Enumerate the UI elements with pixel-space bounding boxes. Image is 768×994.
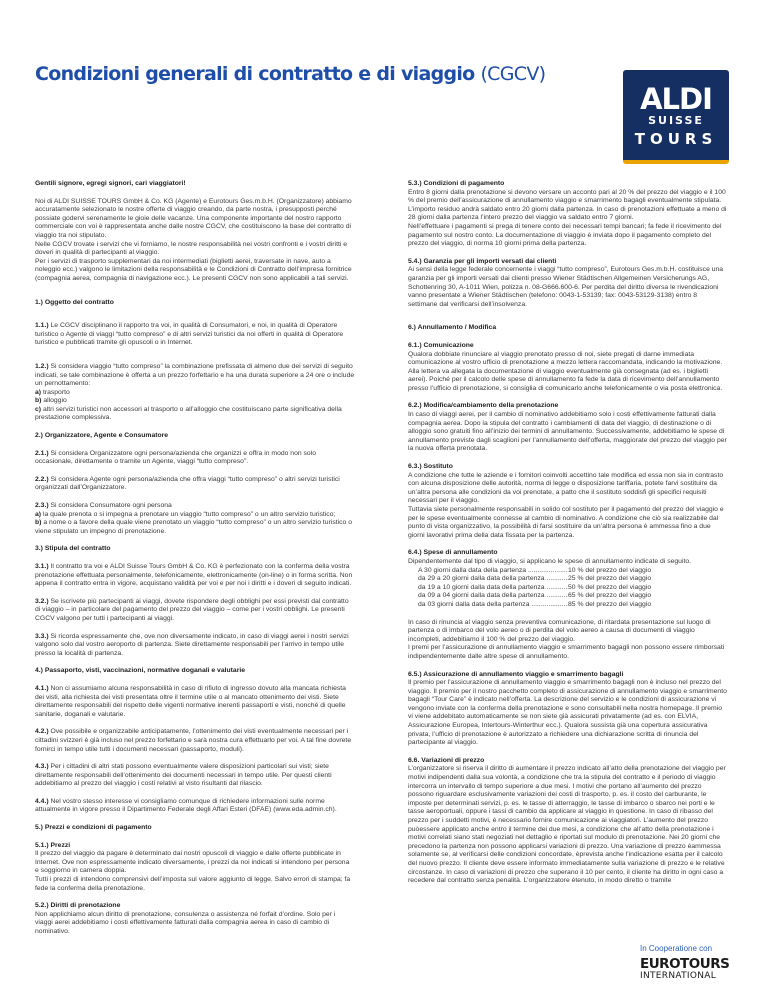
clause-text: Nell’effettuare i pagamenti si prega di tenere conto dei necessari tempi bancari; fa fede il ricevimento del pagamento sul nostro conto. La documentazione di viaggio è inviata dopo il pagamento completo del prezzo del viaggio, di norma 10 giorni prima della partenza. xyxy=(408,222,722,248)
list-text: la quale prenota o si impegna a prenotare un viaggio “tutto compreso” o un altro servizio turistico; xyxy=(42,510,336,518)
clause xyxy=(35,763,355,789)
intro-paragraph: Nelle CGCV trovate i servizi che vi forniamo, le nostre responsabilità nei vostri confronti e i vostri diritti e doveri in qualità di partecipanti al viaggio. xyxy=(35,240,348,257)
logo-aldi: ALDI xyxy=(640,82,712,116)
clause xyxy=(35,502,355,511)
cancellation-period: da 09 a 04 giorni dalla data della partenza ..... xyxy=(418,592,568,601)
clause-number: 4.4.) xyxy=(35,797,49,805)
clause-text: Entro 8 giorni dalla prenotazione si devono versare un acconto pari al 20 % del prezzo del viaggio e il 100 % del premio dell’assicurazione di annullamento viaggio e smarrimento bagagli eventualmente stipulata. L’importo residuo andrà saldato entro 20 giorni dalla partenza. In caso di prenotazioni effettuate a meno di 28 giorni dalla partenza l’intero prezzo del viaggio va saldato entro 7 giorni. xyxy=(408,188,727,222)
title-code: (CGCV) xyxy=(480,63,546,85)
clause xyxy=(35,322,355,348)
cancellation-period: da 03 giorni dalla data della partenza ..... xyxy=(418,601,568,610)
clause-number: 4.2.) xyxy=(35,728,49,736)
clause-text: Si considera Organizzatore ogni persona/azienda che organizzi e offra in modo non solo occasionale, direttamente o tramite un Agente, viaggi “tutto compreso”. xyxy=(35,449,316,466)
subsection-heading: 6.5.) Assicurazione di annullamento viaggio e smarrimento bagagli xyxy=(408,670,624,678)
clause-text: L’organizzatore si riserva il diritto di aumentare il prezzo indicato all’atto della prenotazione del viaggio per motivi indipendenti dalla sua volontà, a condizione che tra la stipula del contratto e il periodo di viaggio intercorra un intervallo di tempo superiore a due mesi. I motivi che portano all’aumento del prezzo possono riguardare esclusivamente variazioni dei costi di trasporto, p. es. il costo del carburante, le imposte per determinati servizi, p. es. le tasse di atterraggio, le tasse di imbarco o sbarco nei porti e le tasse aeroportuali, oppure i tassi di cambio da applicare al viaggio in questione. In caso di ribasso del prezzo per i suddetti motivi, è necessario fornire comunicazione ai viaggiatori. L’aumento del prezzo puòessere applicato anche entro il termine dei due mesi, a condizione che all’atto della prenotazione i motivi correlati siano stati negoziati nel dettaglio e riportati sul modulo di prenotazione. Nei 20 giorni che precedono la partenza non possono applicarsi variazioni di prezzo. Una variazione di prezzo èammessa solamente se, al verificarsi delle condizioni concordate, èprevista anche l’indicazione esatta per il calcolo del nuovo prezzo. Il cliente deve essere informato immediatamente sulla variazione di prezzo e le relative circostanze. In caso di variazioni di prezzo che superano il 10 per cento, il cliente ha diritto in ogni caso a recedere dal contratto senza penalità. L’organizzatore ètenuto, in modo diretto o tramite xyxy=(408,765,726,885)
section-heading: 6.) Annullamento / Modifica xyxy=(408,324,497,332)
eurotours-logo: EUROTOURS xyxy=(640,956,730,972)
clause-text: Il prezzo del viaggio da pagare è determinato dai nostri opuscoli di viaggio e dalle offerte pubblicate in Internet. Ove non espressamente indicato diversamente, i prezzi da noi indicati si intendono per persona e soggiorno in camera doppia. xyxy=(35,850,350,875)
clause xyxy=(35,685,355,719)
list-key: b) xyxy=(35,519,42,527)
cancellation-fee: 85 % del prezzo del viaggio xyxy=(568,600,652,608)
logo-tours: TOURS xyxy=(634,130,718,148)
clause-number: 2.1.) xyxy=(35,449,49,457)
list-item xyxy=(35,519,355,536)
section-heading: 2.) Organizzatore, Agente e Consumatore xyxy=(35,432,169,440)
list-key: b) xyxy=(35,397,42,405)
list-item xyxy=(35,511,355,520)
cancellation-fee-row xyxy=(408,601,728,610)
clause-number: 1.1.) xyxy=(35,322,49,330)
cancellation-fee: 10 % del prezzo del viaggio xyxy=(568,566,652,574)
cancellation-fee-row xyxy=(408,592,728,601)
clause-text: Si ricorda espressamente che, ove non diversamente indicato, in caso di viaggi aerei i nostri servizi valgono solo dal vostro aeroporto di partenza. Siete direttamente responsabili per l’arrivo in tempo utile presso la località di partenza. xyxy=(35,632,349,657)
eurotours-logo-subtitle: INTERNATIONAL xyxy=(640,971,717,981)
clause xyxy=(35,363,355,389)
clause xyxy=(35,476,355,493)
clause-text: Si considera Consumatore ogni persona xyxy=(50,502,172,510)
list-key: a) xyxy=(35,388,42,396)
clause-text: Non ci assumiamo alcuna responsabilità in caso di rifiuto di ingresso dovuto alla mancata richiesta dei visti, alla richiesta dei visti presentata oltre il termine utile o al mancato ottenimento dei visti. Siete direttamente responsabili del rispetto delle vigenti normative inerenti passaporti e visti, nonché di quelle sanitarie, doganali e valutarie. xyxy=(35,684,346,718)
clause-text: Le CGCV disciplinano il rapporto tra voi, in qualità di Consumatori, e noi, in qualità di Operatore turistico o Agente di viaggi “tutto compreso” e di altri servizi turistici da noi offerti in qualità di Operatore turistico e pubblicati tramite gli opuscoli o in Internet. xyxy=(35,322,344,347)
clause-text: Qualora dobbiate rinunciare al viaggio prenotato presso di noi, siete pregati di darne immediata comunicazione al vostro ufficio di prenotazione a mezzo lettera raccomandata, indicando la motivazione. Alla lettera va allegata la documentazione di viaggio eventualmente già consegnata (ad es. i biglietti aerei). Poiché per il calcolo delle spese di annullamento fa fede la data di ricevimento dell’annullamento presso l’ufficio di prenotazione, si consiglia di comunicarlo anche telefonicamente o via posta elettronica. xyxy=(408,350,723,392)
section-heading: 4.) Passaporto, visti, vaccinazioni, normative doganali e valutarie xyxy=(35,667,246,675)
clause-number: 3.1.) xyxy=(35,563,49,570)
list-item xyxy=(35,397,355,406)
clause-number: 1.2.) xyxy=(35,362,49,370)
title-text: Condizioni generali di contratto e di viaggio xyxy=(35,63,475,85)
clause xyxy=(35,728,355,754)
cooperation-label: In Cooperatione con xyxy=(640,944,713,953)
cancellation-period: da 29 a 20 giorni dalla data della partenza ..... xyxy=(418,575,568,584)
cancellation-fee: 25 % del prezzo del viaggio xyxy=(568,575,652,583)
list-text: a nome o a favore della quale viene prenotato un viaggio “tutto compreso” o un altro servizio turistico o viene stipulato un impegno di prenotazione. xyxy=(35,519,352,535)
subsection-heading: 5.2.) Diritti di prenotazione xyxy=(35,902,121,910)
clause-text: Dipendentemente dal tipo di viaggio, si applicano le spese di annullamento indicate di seguito. xyxy=(408,557,692,565)
clause-text: A condizione che tutte le aziende e i fornitori coinvolti accettino tale modifica ed essa non sia in contrasto con alcuna disposizione delle autorità, norma di legge o disposizione tariffaria, potete farvi sostituire da un’altra persona alle condizioni da voi prenotate, a patto che il sostituto soddisfi gli specifici requisiti necessari per il viaggio. xyxy=(408,471,724,505)
page-title xyxy=(35,63,545,85)
subsection-heading: 6.1.) Comunicazione xyxy=(408,341,474,349)
intro-paragraph: Noi di ALDI SUISSE TOURS GmbH & Co. KG (Agente) e Eurotours Ges.m.b.H. (Organizzatore) abbiamo accuratamente selezionato le nostre offerte di viaggio creando, da parte nostra, i presupposti perché possiate godervi serenamente le gioie delle vacanze. Una componente importante del nostro rapporto commerciale con voi è rappresentata anche dalle nostre CGCV, che costituiscono la base del contratto di viaggio tra noi stipulato. xyxy=(35,197,352,239)
clause-number: 3.2.) xyxy=(35,597,49,605)
list-key: a) xyxy=(35,510,42,518)
cancellation-fee-row xyxy=(408,584,728,593)
list-text: trasporto xyxy=(42,388,70,396)
list-text: altri servizi turistici non accessori al trasporto o all’alloggio che costituiscano parte significativa della prestazione complessiva. xyxy=(35,405,342,422)
clause-text: Non applichiamo alcun diritto di prenotazione, consulenza o assistenza né forfait d’ordine. Solo per i viaggi aerei addebitiamo i costi effettivamente fatturati dalla compagnia aerea in caso di cambio di nominativo. xyxy=(35,910,336,935)
clause-text: Si considera Agente ogni persona/azienda che offra viaggi “tutto compreso” o altri servizi turistici organizzati dall’Organizzatore. xyxy=(35,475,340,492)
subsection-heading: 6.4.) Spese di annullamento xyxy=(408,549,498,557)
cancellation-fee: 65 % del prezzo del viaggio xyxy=(568,592,652,600)
subsection-heading: 6.3.) Sostituto xyxy=(408,463,453,471)
cancellation-period: A 30 giorni dalla data della partenza ..... xyxy=(418,567,568,576)
subsection-heading: 6.2.) Modifica/cambiamento della prenotazione xyxy=(408,402,559,410)
clause-text: Il premio per l’assicurazione di annullamento viaggio e smarrimento bagagli non è incluso nel prezzo del viaggio. Il premio per il nostro pacchetto completo di assicurazione di annullamento viaggio e smarrimento bagagli “Tour Care” è indicato nell’offerta. La descrizione del servizio e le condizioni di assicurazione vi vengono inviate con la conferma della prenotazione e sono consultabili nella nostra homepage. Il premio vi viene addebitato automaticamente se non siete già assicurati privatamente (ad es. con ELVIA, Assicurazione Europea, Intertours-Winterthur ecc.). Qualora sussista già una copertura assicurativa privata, l’ufficio di prenotazione è autorizzato a richiedere una dichiarazione scritta di rinuncia del partecipante al viaggio. xyxy=(408,679,727,747)
clause-text: Per i cittadini di altri stati possono eventualmente valere disposizioni particolari sui visti; siete direttamente responsabili dell’ottenimento dei documenti necessari in tempo utile. Per questi clienti addebitiamo al prezzo del viaggio i costi relativi al visto risultanti dal rilascio. xyxy=(35,763,332,788)
section-heading: 3.) Stipula del contratto xyxy=(35,545,111,553)
clause-text: I premi per l’assicurazione di annullamento viaggio e smarrimento bagagli non possono essere rimborsati indipendentemente dalle altre spese di annullamento. xyxy=(408,644,725,660)
left-column xyxy=(35,180,355,937)
list-item xyxy=(35,406,355,423)
subsection-heading: 5.4.) Garanzia per gli importi versati dai clienti xyxy=(408,257,557,265)
clause-text: In caso di viaggi aerei, per il cambio di nominativo addebitiamo solo i costi effettivamente fatturati dalla compagnia aerea. Dopo la stipula del contratto i cambiamenti di data del viaggio, di destinazione o di alloggio sono gratuiti fino all’inizio dei termini di annullamento. Successivamente, addebitiamo le spese di annullamento previste dagli scaglioni per l’annullamento dell’offerta, maggiorate del prezzo del viaggio per la nuova offerta prenotata. xyxy=(408,411,727,453)
clause xyxy=(35,450,355,467)
clause-text: Si considera viaggio “tutto compreso” la combinazione prefissata di almeno due dei servizi di seguito indicati, se tale combinazione è offerta a un prezzo forfettario e ha una durata superiore a 24 ore o include un pernottamento: xyxy=(35,362,355,388)
clause-number: 4.1.) xyxy=(35,684,49,692)
clause-text: Ove possibile e organizzabile anticipatamente, l’ottenimento dei visti eventualmente necessari per i cittadini svizzeri è già incluso nel prezzo forfettario e sarà nostra cura effettuarlo per voi. A tal fine dovrete fornirci in tempo utile tutti i documenti necessari (passaporto, moduli). xyxy=(35,728,352,753)
clause-number: 4.3.) xyxy=(35,763,49,771)
cancellation-fee-row xyxy=(408,567,728,576)
intro-paragraph: Per i servizi di trasporto supplementari da noi intermediati (biglietti aerei, traversate in nave, auto a noleggio ecc.) valgono le limitazioni della responsabilità e le Condizioni di Contratto dell’impresa fornitrice (compagnia aerea, compagnia di navigazione ecc.). Le presenti CGCV non sono applicabili a tali servizi. xyxy=(35,257,352,282)
list-text: alloggio xyxy=(43,397,67,405)
clause-text: Se iscrivete più partecipanti ai viaggi, dovete rispondere degli obblighi per essi previsti dal contratto di viaggio – in particolare del pagamento del prezzo del viaggio – come per i vostri obblighi. Le presenti CGCV valgono per tutti i partecipanti ai viaggi. xyxy=(35,597,349,622)
list-key: c) xyxy=(35,405,42,413)
clause-text: Il contratto tra voi e ALDI Suisse Tours GmbH & Co. KG è perfezionato con la conferma della vostra prenotazione effettuata personalmente, telefonicamente, elettronicamente (on-line) o in forma scritta. Non appena il contratto entra in vigore, acquistano validità per voi e per noi i diritti e i doveri di seguito indicati. xyxy=(35,563,353,588)
aldi-suisse-tours-logo xyxy=(623,70,729,164)
subsection-heading: 5.1.) Prezzi xyxy=(35,841,71,849)
clause-number: 2.3.) xyxy=(35,502,49,510)
clause-number: 2.2.) xyxy=(35,475,49,483)
clause-text: Ai sensi della legge federale concernente i viaggi “tutto compreso”, Eurotours Ges.m.b.H. costituisce una garanzia per gli importi versati dai clienti presso Wiener Städtischen Allgemeinen Versicherungs AG, Schottenring 30, A-1011 Wien, polizza n. 08-G666.600-6. Per perdita del diritto diversa le rivendicazioni vanno presentate a Wiener Städtischen (telefono: 0043-1-53139; fax: 0043-53129-3138) entro 8 settimane dal verificarsi dell’insolvenza. xyxy=(408,266,724,308)
clause-text: Nel vostro stesso interesse vi consigliamo comunque di richiedere informazioni sulle norme attualmente in vigore presso il Dipartimento Federale degli Affari Esteri (DFAE) (www.eda.admin.ch). xyxy=(35,797,337,814)
clause xyxy=(35,563,355,589)
section-heading: 5.) Prezzi e condizioni di pagamento xyxy=(35,824,152,832)
clause-number: 3.3.) xyxy=(35,632,49,640)
logo-suisse: SUISSE xyxy=(648,114,704,127)
subsection-heading: 6.6. Variazioni di prezzo xyxy=(408,756,485,764)
cancellation-fee-row xyxy=(408,575,728,584)
clause xyxy=(35,798,355,815)
list-item xyxy=(35,389,355,398)
right-column xyxy=(408,180,728,886)
clause-text: In caso di rinuncia al viaggio senza preventiva comunicazione, di ritardata presentazione sul luogo di partenza o di imbarco del volo aereo o di perdita del volo aereo a causa di documenti di viaggio incompleti, addebitiamo il 100 % del prezzo del viaggio. xyxy=(408,618,711,643)
clause-text: Tutti i prezzi di intendono comprensivi dell’imposta sul valore aggiunto di legge. Salvo errori di stampa; fa fede la conferma della prenotazione. xyxy=(35,876,351,892)
cancellation-period: da 19 a 10 giorni dalla data della partenza ..... xyxy=(418,584,568,593)
subsection-heading: 5.3.) Condizioni di pagamento xyxy=(408,180,505,187)
greeting: Gentili signore, egregi signori, cari viaggiatori! xyxy=(35,180,186,187)
clause xyxy=(35,633,355,659)
section-heading: 1.) Oggetto del contratto xyxy=(35,298,114,306)
clause-text: Tuttavia siete personalmente responsabili in solido col sostituto per il pagamento del prezzo del viaggio e per le spese eventualmente connesse al cambio di nominativo. A condizione che ciò sia realizzabile dal punto di vista organizzativo, la possibilità di farsi sostituire da un’altra persona è ammessa fino a due giorni lavorativi prima della data fissata per la partenza. xyxy=(408,506,724,539)
clause xyxy=(35,598,355,624)
cancellation-fee: 50 % del prezzo del viaggio xyxy=(568,583,652,591)
